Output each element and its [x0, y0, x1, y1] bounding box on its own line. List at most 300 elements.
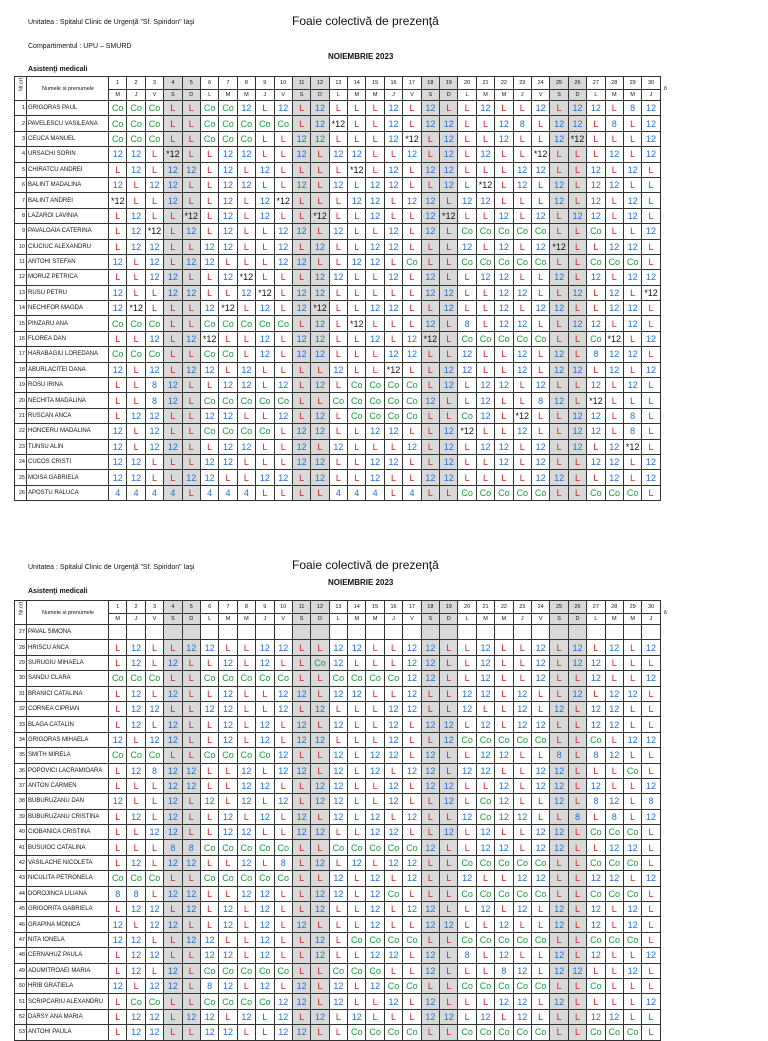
shift-cell: Co [200, 871, 218, 886]
shift-cell: L [109, 778, 127, 793]
shift-cell: 12 [292, 254, 310, 269]
table-row [15, 224, 670, 239]
shift-cell: L [127, 917, 145, 932]
shift-cell: 8 [623, 408, 641, 423]
shift-cell: L [440, 640, 458, 655]
shift-cell: L [311, 671, 329, 686]
weekday-letter: M [495, 90, 513, 101]
shift-cell: 12 [127, 454, 145, 469]
shift-cell: Co [531, 932, 549, 947]
shift-cell: 12 [329, 809, 347, 824]
shift-cell: L [476, 917, 494, 932]
shift-cell: 12 [200, 239, 218, 254]
shift-cell: *12 [531, 147, 549, 162]
shift-cell: L [219, 470, 237, 485]
weekday-letter: V [403, 90, 421, 101]
shift-cell: Co [513, 254, 531, 269]
extra-cell [660, 131, 670, 146]
shift-cell: Co [587, 1025, 605, 1040]
shift-cell: L [219, 362, 237, 377]
shift-cell: 12 [311, 454, 329, 469]
shift-cell: L [403, 886, 421, 901]
shift-cell: L [440, 963, 458, 978]
shift-cell: L [458, 778, 476, 793]
shift-cell: 12 [403, 655, 421, 670]
shift-cell: 12 [384, 270, 402, 285]
shift-cell: L [605, 393, 623, 408]
shift-cell: L [182, 485, 200, 500]
shift-cell: L [329, 316, 347, 331]
shift-cell: L [311, 393, 329, 408]
shift-cell: L [348, 470, 366, 485]
shift-cell: L [550, 485, 568, 500]
shift-cell: 12 [292, 177, 310, 192]
shift-cell: 12 [348, 193, 366, 208]
table-row [15, 439, 670, 454]
shift-cell: L [642, 1009, 660, 1024]
shift-cell: 8 [109, 886, 127, 901]
shift-cell [311, 625, 329, 640]
shift-cell: Co [256, 994, 274, 1009]
shift-cell: 12 [531, 671, 549, 686]
row-number: 44 [15, 886, 27, 901]
shift-cell: 12 [513, 1009, 531, 1024]
shift-cell: Co [458, 855, 476, 870]
shift-cell: 12 [329, 224, 347, 239]
name-header: Numele si prenumele [27, 601, 109, 625]
shift-cell: 12 [440, 825, 458, 840]
day-number: 9 [256, 77, 274, 90]
shift-cell: 12 [440, 162, 458, 177]
shift-cell: L [311, 162, 329, 177]
day-number: 5 [182, 77, 200, 90]
weekday-letter: J [642, 90, 660, 101]
shift-cell: Co [531, 886, 549, 901]
shift-cell: 12 [145, 239, 163, 254]
shift-cell: L [256, 454, 274, 469]
shift-cell: 12 [384, 732, 402, 747]
shift-cell: L [605, 763, 623, 778]
shift-cell: 12 [440, 301, 458, 316]
shift-cell: L [145, 840, 163, 855]
shift-cell: L [568, 932, 586, 947]
section-label: Asistenţi medicali [28, 588, 88, 595]
shift-cell: Co [329, 963, 347, 978]
shift-cell: Co [145, 748, 163, 763]
shift-cell: 12 [237, 177, 255, 192]
shift-cell: L [458, 840, 476, 855]
shift-cell: 12 [550, 301, 568, 316]
shift-cell [127, 625, 145, 640]
shift-cell: 12 [568, 655, 586, 670]
shift-cell: 12 [164, 393, 182, 408]
day-number: 25 [550, 601, 568, 614]
shift-cell: L [513, 239, 531, 254]
shift-cell: L [329, 932, 347, 947]
extra-cell [660, 101, 670, 116]
shift-cell: L [384, 809, 402, 824]
shift-cell: L [311, 840, 329, 855]
shift-cell: 12 [164, 378, 182, 393]
shift-cell: 12 [127, 902, 145, 917]
shift-cell: 12 [219, 147, 237, 162]
shift-cell: 12 [495, 439, 513, 454]
table-row [15, 1009, 670, 1024]
shift-cell: L [348, 239, 366, 254]
shift-cell: L [256, 855, 274, 870]
employee-name: FLOREA DAN [27, 331, 109, 346]
day-number: 14 [348, 77, 366, 90]
shift-cell: L [164, 301, 182, 316]
shift-cell: L [642, 393, 660, 408]
shift-cell: L [642, 886, 660, 901]
shift-cell: L [348, 362, 366, 377]
shift-cell: 12 [182, 932, 200, 947]
shift-cell: Co [495, 932, 513, 947]
shift-cell: L [531, 1009, 549, 1024]
shift-cell: *12 [311, 208, 329, 223]
shift-cell: 12 [366, 748, 384, 763]
shift-cell: 12 [109, 362, 127, 377]
shift-cell: L [127, 378, 145, 393]
shift-cell: L [348, 131, 366, 146]
shift-cell: L [384, 963, 402, 978]
row-number: 14 [15, 301, 27, 316]
shift-cell: 12 [440, 917, 458, 932]
shift-cell: 12 [292, 347, 310, 362]
shift-cell: L [421, 871, 439, 886]
shift-cell: 12 [531, 655, 549, 670]
shift-cell: Co [127, 316, 145, 331]
shift-cell: 12 [642, 116, 660, 131]
shift-cell: 12 [384, 162, 402, 177]
shift-cell: 12 [495, 809, 513, 824]
shift-cell: L [458, 994, 476, 1009]
shift-cell: L [127, 794, 145, 809]
shift-cell: 12 [384, 101, 402, 116]
shift-cell: L [440, 809, 458, 824]
shift-cell: L [109, 1009, 127, 1024]
shift-cell: L [605, 270, 623, 285]
shift-cell: L [421, 855, 439, 870]
shift-cell: 12 [587, 655, 605, 670]
shift-cell: L [182, 717, 200, 732]
shift-cell: Co [274, 393, 292, 408]
day-number: 26 [568, 77, 586, 90]
row-number: 11 [15, 254, 27, 269]
shift-cell: L [587, 285, 605, 300]
shift-cell: L [476, 362, 494, 377]
table-row [15, 948, 670, 963]
shift-cell: 12 [476, 686, 494, 701]
shift-cell: L [109, 840, 127, 855]
shift-cell: 12 [513, 162, 531, 177]
shift-cell: Co [219, 316, 237, 331]
shift-cell: L [513, 748, 531, 763]
shift-cell: L [164, 932, 182, 947]
shift-cell: Co [458, 485, 476, 500]
shift-cell: L [513, 763, 531, 778]
nr-header: Nr.crt [15, 77, 27, 101]
shift-cell: 12 [513, 424, 531, 439]
shift-cell: 12 [568, 424, 586, 439]
table-row [15, 408, 670, 423]
shift-cell: 12 [403, 439, 421, 454]
shift-cell: Co [458, 932, 476, 947]
section-label: Asistenţi medicali [28, 66, 88, 73]
shift-cell: 12 [513, 717, 531, 732]
shift-cell: L [200, 270, 218, 285]
shift-cell: 12 [164, 270, 182, 285]
shift-cell: 12 [127, 408, 145, 423]
shift-cell: L [200, 378, 218, 393]
shift-cell: L [200, 778, 218, 793]
table-row [15, 239, 670, 254]
extra-cell [660, 378, 670, 393]
shift-cell: 12 [568, 408, 586, 423]
day-number: 13 [329, 77, 347, 90]
row-number: 26 [15, 485, 27, 500]
shift-cell: Co [605, 254, 623, 269]
shift-cell: 12 [127, 932, 145, 947]
employee-name: BUBURUZANU CRISTINA [27, 809, 109, 824]
shift-cell: 12 [127, 701, 145, 716]
shift-cell: 12 [200, 301, 218, 316]
shift-cell: 12 [219, 948, 237, 963]
shift-cell: L [623, 671, 641, 686]
shift-cell: Co [200, 840, 218, 855]
day-number: 6 [200, 77, 218, 90]
shift-cell: 12 [550, 902, 568, 917]
shift-cell: 12 [127, 855, 145, 870]
shift-cell: L [623, 131, 641, 146]
shift-cell: L [127, 254, 145, 269]
shift-cell: Co [348, 1025, 366, 1040]
shift-cell: 4 [237, 485, 255, 500]
shift-cell: L [145, 794, 163, 809]
day-number: 21 [476, 77, 494, 90]
shift-cell: L [182, 116, 200, 131]
shift-cell: Co [219, 131, 237, 146]
shift-cell: 12 [440, 454, 458, 469]
shift-cell: 12 [127, 763, 145, 778]
shift-cell: L [421, 825, 439, 840]
shift-cell: L [256, 362, 274, 377]
shift-cell: L [403, 778, 421, 793]
weekday-letter: D [440, 90, 458, 101]
shift-cell: L [219, 763, 237, 778]
shift-cell: 12 [182, 285, 200, 300]
shift-cell: *12 [384, 362, 402, 377]
table-row [15, 717, 670, 732]
shift-cell: L [550, 655, 568, 670]
employee-name: CHIRATCU ANDREI [27, 162, 109, 177]
shift-cell: Co [476, 855, 494, 870]
shift-cell: 12 [513, 994, 531, 1009]
shift-cell: 12 [605, 239, 623, 254]
month-label: NOIEMBRIE 2023 [328, 578, 394, 587]
shift-cell: 12 [311, 239, 329, 254]
shift-cell: Co [219, 671, 237, 686]
table-row [15, 285, 670, 300]
day-number: 4 [164, 77, 182, 90]
shift-cell: *12 [587, 393, 605, 408]
shift-cell: 12 [164, 809, 182, 824]
weekday-letter: M [348, 90, 366, 101]
table-row [15, 362, 670, 377]
shift-cell: 12 [605, 347, 623, 362]
shift-cell: 12 [421, 748, 439, 763]
shift-cell: L [348, 871, 366, 886]
shift-cell: 12 [145, 1009, 163, 1024]
shift-cell: 12 [440, 1009, 458, 1024]
shift-cell: L [329, 855, 347, 870]
shift-cell: 12 [384, 701, 402, 716]
employee-name: SANDU CLARA [27, 671, 109, 686]
shift-cell: 12 [366, 193, 384, 208]
shift-cell: L [366, 439, 384, 454]
shift-cell: 12 [237, 439, 255, 454]
shift-cell: L [531, 902, 549, 917]
shift-cell: L [403, 208, 421, 223]
shift-cell: L [200, 902, 218, 917]
shift-cell: L [200, 717, 218, 732]
shift-cell: L [200, 917, 218, 932]
shift-cell: 12 [384, 717, 402, 732]
shift-cell: L [366, 347, 384, 362]
shift-cell: L [145, 655, 163, 670]
shift-cell: L [642, 316, 660, 331]
shift-cell: Co [384, 886, 402, 901]
shift-cell: L [568, 717, 586, 732]
shift-cell: L [274, 147, 292, 162]
shift-cell: 12 [274, 794, 292, 809]
shift-cell [587, 625, 605, 640]
shift-cell: 12 [109, 254, 127, 269]
row-number: 27 [15, 625, 27, 640]
shift-cell: L [145, 855, 163, 870]
shift-cell: *12 [311, 301, 329, 316]
shift-cell: L [458, 470, 476, 485]
shift-cell: L [292, 1009, 310, 1024]
table-row [15, 147, 670, 162]
shift-cell: L [642, 717, 660, 732]
shift-cell: Co [458, 978, 476, 993]
shift-cell: 12 [550, 116, 568, 131]
row-number: 5 [15, 162, 27, 177]
shift-cell: 12 [403, 347, 421, 362]
shift-cell: L [642, 424, 660, 439]
shift-cell: L [605, 193, 623, 208]
shift-cell: L [348, 270, 366, 285]
shift-cell: 8 [458, 316, 476, 331]
shift-cell: 12 [164, 963, 182, 978]
row-number: 53 [15, 1025, 27, 1040]
shift-cell: Co [495, 978, 513, 993]
shift-cell: Co [513, 932, 531, 947]
shift-cell: L [458, 825, 476, 840]
shift-cell: L [219, 1009, 237, 1024]
table-row [15, 208, 670, 223]
shift-cell: L [623, 454, 641, 469]
weekday-letter: M [237, 90, 255, 101]
employee-name: RUSU PETRU [27, 285, 109, 300]
extra-cell [660, 1009, 670, 1024]
shift-cell: 12 [550, 362, 568, 377]
shift-cell: L [200, 655, 218, 670]
shift-cell: 12 [256, 640, 274, 655]
employee-name: BLAGA CATALIN [27, 717, 109, 732]
weekday-letter: S [292, 90, 310, 101]
department-label: Compartimentul : UPU – SMURD [28, 43, 132, 50]
shift-cell: 12 [587, 408, 605, 423]
shift-cell: 12 [292, 224, 310, 239]
weekday-letter: S [550, 90, 568, 101]
shift-cell: L [476, 778, 494, 793]
shift-cell: Co [219, 871, 237, 886]
shift-cell: 12 [109, 732, 127, 747]
shift-cell: 12 [476, 655, 494, 670]
shift-cell: L [476, 208, 494, 223]
shift-cell: L [274, 177, 292, 192]
shift-cell [642, 625, 660, 640]
shift-cell: L [200, 886, 218, 901]
shift-cell: L [311, 686, 329, 701]
shift-cell: 12 [127, 640, 145, 655]
shift-cell: *12 [348, 162, 366, 177]
shift-cell: L [182, 748, 200, 763]
shift-cell: 12 [164, 978, 182, 993]
shift-cell: Co [458, 732, 476, 747]
shift-cell: 8 [164, 840, 182, 855]
day-number: 28 [605, 77, 623, 90]
shift-cell: 12 [384, 239, 402, 254]
shift-cell: Co [200, 994, 218, 1009]
shift-cell: 12 [495, 116, 513, 131]
shift-cell: 12 [237, 147, 255, 162]
shift-cell: 12 [440, 732, 458, 747]
shift-cell: Co [329, 671, 347, 686]
shift-cell: L [403, 470, 421, 485]
shift-cell: L [495, 825, 513, 840]
shift-cell: L [495, 655, 513, 670]
shift-cell: 4 [145, 485, 163, 500]
shift-cell: Co [348, 393, 366, 408]
shift-cell: 12 [182, 855, 200, 870]
weekday-letter: D [311, 90, 329, 101]
shift-cell: Co [145, 131, 163, 146]
shift-cell: 12 [495, 316, 513, 331]
shift-cell: 12 [421, 316, 439, 331]
shift-cell: L [237, 162, 255, 177]
shift-cell: L [623, 778, 641, 793]
name-header: Numele si prenumele [27, 77, 109, 101]
shift-cell: L [458, 378, 476, 393]
shift-cell: Co [366, 1025, 384, 1040]
shift-cell: L [164, 316, 182, 331]
shift-cell: L [292, 778, 310, 793]
table-row [15, 794, 670, 809]
shift-cell: Co [623, 855, 641, 870]
shift-cell: L [127, 732, 145, 747]
shift-cell: *12 [421, 331, 439, 346]
shift-cell: L [384, 208, 402, 223]
shift-cell: L [311, 485, 329, 500]
shift-cell: Co [237, 393, 255, 408]
shift-cell: L [550, 717, 568, 732]
table-row [15, 701, 670, 716]
shift-cell: L [440, 978, 458, 993]
